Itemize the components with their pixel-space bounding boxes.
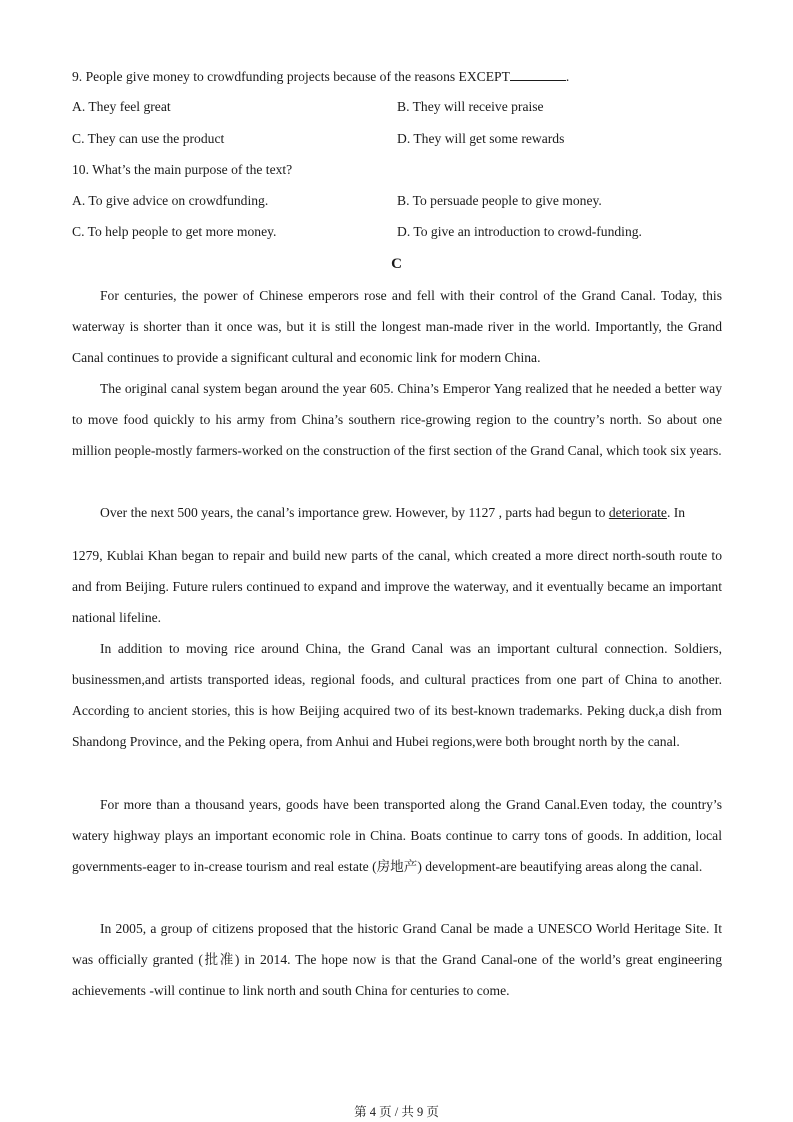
question-9-text: 9. People give money to crowdfunding projects because of the reasons EXCEPT [72, 69, 510, 84]
question-9-option-b: B. They will receive praise [397, 99, 544, 114]
paragraph-3-line-1 [72, 497, 722, 528]
paragraph-5: For more than a thousand years, goods have been transported along the Grand Canal.Even today, the country’s watery highway plays an important economic role in China. Boats continue to carry tons of goods. In addition, local governments-eager to in-crease tourism and real estate (房地产) development-are beautifying areas along the canal. [72, 797, 722, 875]
question-9-option-c: C. They can use the product [72, 131, 225, 146]
question-10-option-c: C. To help people to get more money. [72, 224, 277, 239]
underlined-word-deteriorate: deteriorate [608, 505, 667, 520]
paragraph-3-continued: 1279, Kublai Khan began to repair and build new parts of the canal, which created a more direct north-south route to and from Beijing. Future rulers continued to expand and improve the waterway, and it eventually became an important national lifeline. [72, 548, 722, 626]
paragraph-3-start: Over the next 500 years [100, 505, 230, 520]
paragraph-3-middle: , the canal’s importance grew. However, by 1127 , parts had begun to [229, 505, 609, 520]
paragraph-4: In addition to moving rice around China, the Grand Canal was an important cultural connection. Soldiers, businessmen,and artists transported ideas, regional foods, and cultural practices from one part of China to another. According to ancient stories, this is how Beijing acquired two of its best-known trademarks. Peking duck,a dish from Shandong Province, and the Peking opera, from Anhui and Hubei regions,were both brought north by the canal. [72, 641, 722, 750]
page-number-footer: 第 4 页 / 共 9 页 [354, 1105, 439, 1119]
question-9-period: . [565, 69, 570, 84]
question-9-option-d: D. They will get some rewards [397, 131, 565, 146]
paragraph-2: The original canal system began around the year 605. China’s Emperor Yang realized that he needed a better way to move food quickly to his army from China’s southern rice-growing region to the country’s north. So about one million people-mostly farmers-worked on the construction of the first section of the Grand Canal, which took six years. [72, 381, 722, 459]
question-9-option-a: A. They feel great [72, 99, 171, 114]
question-10-stem: 10. What’s the main purpose of the text? [72, 162, 293, 177]
question-9-stem [72, 67, 569, 86]
paragraph-6: In 2005, a group of citizens proposed that the historic Grand Canal be made a UNESCO World Heritage Site. It was officially granted (批准) in 2014. The hope now is that the Grand Canal-one of the world’s great engineering achievements -will continue to link north and south China for centuries to come. [72, 921, 722, 999]
question-10-option-a: A. To give advice on crowdfunding. [72, 193, 269, 208]
question-10-option-b: B. To persuade people to give money. [397, 193, 602, 208]
section-heading-c: C [391, 256, 402, 272]
question-10-option-d: D. To give an introduction to crowd-funding. [397, 224, 642, 239]
answer-blank [510, 67, 566, 81]
paragraph-1: For centuries, the power of Chinese emperors rose and fell with their control of the Grand Canal. Today, this waterway is shorter than it once was, but it is still the longest man-made river in the world. Importantly, the Grand Canal continues to provide a significant cultural and economic link for modern China. [72, 288, 722, 366]
paragraph-3-line-end: . In [666, 505, 686, 520]
